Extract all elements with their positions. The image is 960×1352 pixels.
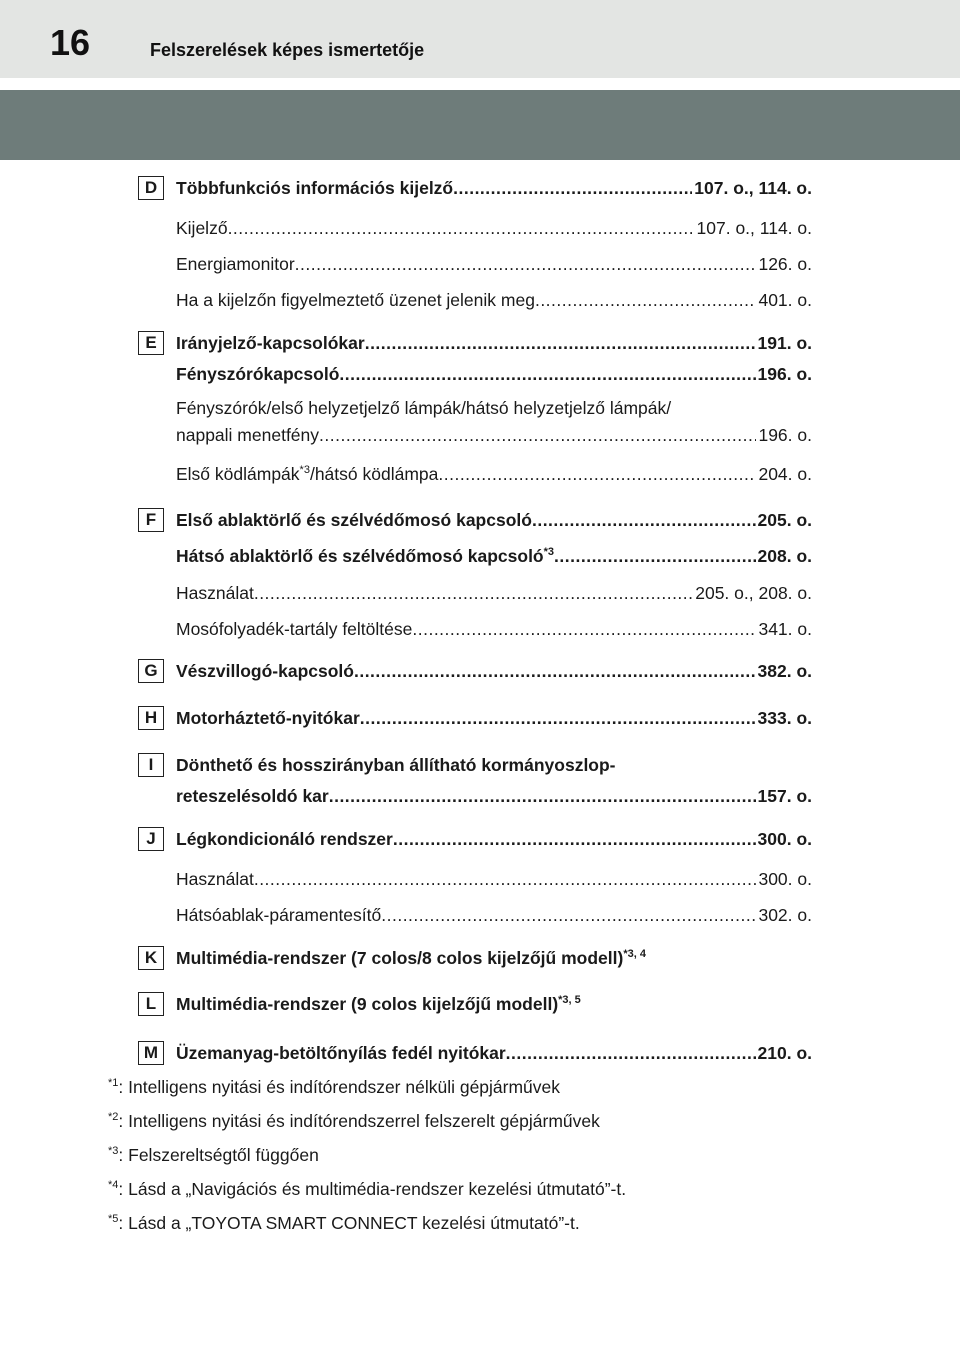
leader-dots [295,254,757,275]
toc-subentry[interactable] [176,869,812,890]
toc-entry[interactable] [176,364,812,385]
toc-subentry[interactable] [176,425,812,446]
entry-title: Multimédia-rendszer (9 colos kijelzőjű modell) [176,994,559,1014]
entry-page: 205. o. [757,510,812,530]
entry-page: 333. o. [757,708,812,728]
leader-dots [535,290,757,311]
leader-dots [354,661,756,682]
leader-dots [554,546,755,567]
entry-title: Energiamonitor [176,254,295,274]
entry-title: Üzemanyag-betöltőnyílás fedél nyitókar [176,1043,506,1063]
entry-title-line1: Dönthető és hosszirányban állítható kormányoszlop- [176,755,616,775]
entry-page: 208. o. [757,546,812,566]
entry-title: Légkondicionáló rendszer [176,829,393,849]
leader-dots [453,178,692,199]
toc-entry[interactable] [176,333,812,354]
entry-page: 382. o. [757,661,812,681]
toc-entry[interactable] [176,708,812,729]
entry-page: 302. o. [758,905,812,925]
entry-title: Irányjelző-kapcsolókar [176,333,365,353]
toc-subentry[interactable] [176,254,812,275]
leader-dots [381,905,756,926]
entry-title: reteszelésoldó kar [176,786,329,806]
footnote-ref: *3 [299,464,310,476]
toc-entry[interactable] [176,546,812,567]
section-badge-i: I [138,753,164,777]
entry-page: 157. o. [757,786,812,806]
footnote-ref: *3, 4 [623,948,646,960]
toc-entry[interactable] [176,178,812,199]
section-badge-g: G [138,659,164,683]
toc-entry[interactable] [176,661,812,682]
entry-page: 300. o. [757,829,812,849]
entry-title: Hátsó ablaktörlő és szélvédőmosó kapcsoló$^{*3}$ [176,546,555,566]
entry-title: Használat [176,869,254,889]
leader-dots [228,218,695,239]
leader-dots [329,786,756,807]
entry-title: Használat [176,583,254,603]
footnote: $^{*2}$: Intelligens nyitási és indítórendszerrel felszerelt gépjárművek [108,1111,600,1131]
toc-subentry[interactable] [176,619,812,640]
entry-title: Multimédia-rendszer (7 colos/8 colos kijelzőjű modell) [176,948,624,968]
leader-dots [393,829,756,850]
entry-page: 401. o. [758,290,812,310]
entry-page: 205. o., 208. o. [695,583,812,603]
entry-page: 300. o. [758,869,812,889]
entry-title: nappali menetfény [176,425,320,445]
entry-title: Első ködlámpák$^{*3}$/hátsó ködlámpa [176,464,439,484]
entry-page: 126. o. [758,254,812,274]
footnote-ref: *3 [543,546,555,558]
toc-subentry[interactable] [176,905,812,926]
entry-page: 196. o. [758,425,812,445]
entry-title: Fényszórókapcsoló [176,364,340,384]
entry-title: Mosófolyadék-tartály feltöltése [176,619,413,639]
toc-subentry[interactable] [176,218,812,239]
entry-title: Motorháztető-nyitókar [176,708,360,728]
toc-entry[interactable] [176,994,581,1015]
footnote: $^{*1}$: Intelligens nyitási és indítórendszer nélküli gépjárművek [108,1077,561,1097]
page-title: Felszerelések képes ismertetője [150,40,425,60]
entry-page: 196. o. [757,364,812,384]
entry-title: Többfunkciós információs kijelző [176,178,454,198]
toc-subentry[interactable] [176,464,812,485]
leader-dots [254,869,757,890]
entry-title: Kijelző [176,218,228,238]
entry-page: 204. o. [758,464,812,484]
toc-entry[interactable] [176,829,812,850]
leader-dots [254,583,693,604]
section-badge-e: E [138,331,164,355]
section-badge-f: F [138,508,164,532]
leader-dots [365,333,756,354]
section-badge-h: H [138,706,164,730]
section-badge-m: M [138,1041,164,1065]
toc-subentry[interactable] [176,290,812,311]
header-band [0,90,960,160]
leader-dots [339,364,755,385]
leader-dots [412,619,756,640]
entry-title-line1: Fényszórók/első helyzetjelző lámpák/hátsó helyzetjelző lámpák/ [176,398,672,418]
section-badge-d: D [138,176,164,200]
header-bar [0,0,960,78]
toc-entry[interactable] [176,786,812,807]
section-badge-l: L [138,992,164,1016]
leader-dots [319,425,756,446]
entry-title: Első ablaktörlő és szélvédőmosó kapcsoló [176,510,532,530]
footnote: $^{*4}$: Lásd a „Navigációs és multimédia-rendszer kezelési útmutató”-t. [108,1179,627,1199]
section-badge-k: K [138,946,164,970]
entry-title: Vészvillogó-kapcsoló [176,661,354,681]
toc-subentry[interactable] [176,583,812,604]
entry-title: Hátsóablak-páramentesítő [176,905,382,925]
leader-dots [438,464,756,485]
entry-page: 191. o. [757,333,812,353]
footnote: $^{*5}$: Lásd a „TOYOTA SMART CONNECT kezelési útmutató”-t. [108,1213,580,1233]
leader-dots [506,1043,756,1064]
entry-page: 107. o., 114. o. [696,218,812,238]
page-number: 16 [50,22,91,63]
leader-dots [532,510,756,531]
toc-entry[interactable] [176,510,812,531]
footnote-ref: *3, 5 [558,994,581,1006]
footnote: $^{*3}$: Felszereltségtől függően [108,1145,319,1165]
leader-dots [360,708,756,729]
entry-title: Ha a kijelzőn figyelmeztető üzenet jelenik meg [176,290,535,310]
entry-page: 107. o., 114. o. [694,178,812,198]
section-badge-j: J [138,827,164,851]
toc-entry[interactable] [176,948,646,969]
entry-page: 210. o. [757,1043,812,1063]
entry-page: 341. o. [758,619,812,639]
toc-entry[interactable] [176,1043,812,1064]
